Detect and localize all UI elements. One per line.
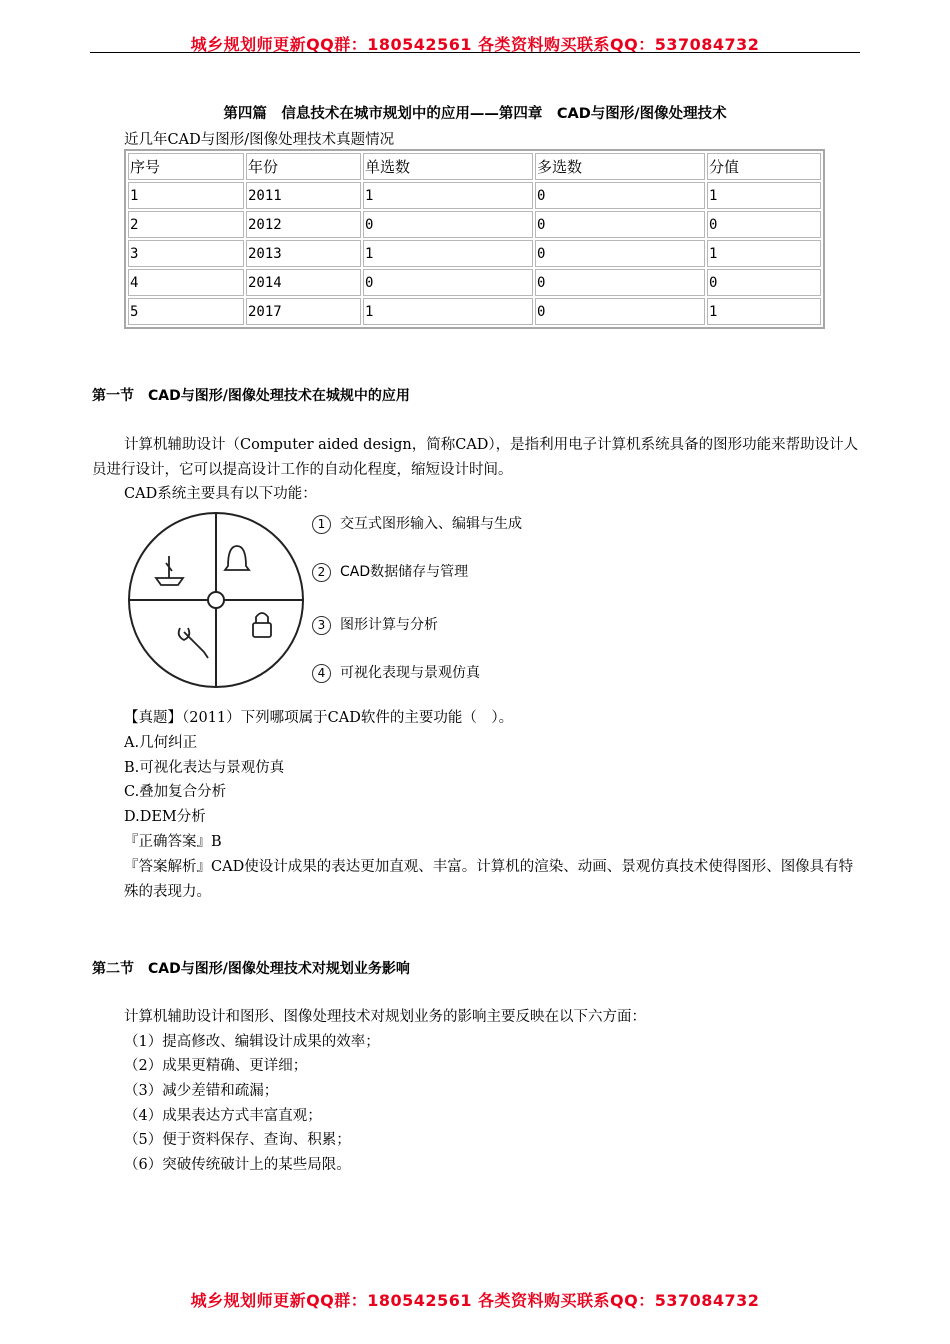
option-a: A.几何纠正 bbox=[124, 735, 198, 751]
list-item: （6）突破传统破计上的某些局限。 bbox=[124, 1157, 351, 1173]
header-cell: 单选数 bbox=[363, 153, 533, 180]
pinwheel-blade-left bbox=[129, 513, 216, 600]
list-item: （1）提高修改、编辑设计成果的效率； bbox=[124, 1034, 380, 1050]
exam-question: 【真题】（2011）下列哪项属于CAD软件的主要功能（ ）。 bbox=[124, 710, 514, 726]
list-item: （3）减少差错和疏漏； bbox=[124, 1083, 279, 1099]
option-d: D.DEM分析 bbox=[124, 809, 206, 825]
table-row bbox=[128, 269, 821, 296]
table-cell: 2012 bbox=[246, 211, 361, 238]
feature-label: 图形计算与分析 bbox=[340, 617, 438, 633]
table-cell: 1 bbox=[363, 182, 533, 209]
number-badge: 1 bbox=[312, 515, 331, 534]
option-b: B.可视化表达与景观仿真 bbox=[124, 760, 285, 776]
table-cell: 4 bbox=[128, 269, 244, 296]
table-cell: 0 bbox=[535, 240, 705, 267]
number-badge: 3 bbox=[312, 616, 331, 635]
table-row bbox=[128, 182, 821, 209]
feature-item-2 bbox=[312, 561, 468, 582]
table-cell: 2013 bbox=[246, 240, 361, 267]
table-cell: 0 bbox=[535, 298, 705, 325]
table-header-row bbox=[128, 153, 821, 180]
section1-heading: 第一节 CAD与图形/图像处理技术在城规中的应用 bbox=[92, 388, 410, 404]
section2-heading: 第二节 CAD与图形/图像处理技术对规划业务影响 bbox=[92, 961, 410, 977]
page-title: 第四篇 信息技术在城市规划中的应用——第四章 CAD与图形/图像处理技术 bbox=[223, 106, 727, 122]
table-cell: 1 bbox=[363, 240, 533, 267]
feature-item-4 bbox=[312, 662, 480, 683]
feature-item-3 bbox=[312, 614, 438, 635]
list-item: （5）便于资料保存、查询、积累； bbox=[124, 1132, 351, 1148]
table-cell: 3 bbox=[128, 240, 244, 267]
section2-intro: 计算机辅助设计和图形、图像处理技术对规划业务的影响主要反映在以下六方面： bbox=[124, 1009, 646, 1025]
features-intro: CAD系统主要具有以下功能： bbox=[124, 486, 317, 502]
table-cell: 2017 bbox=[246, 298, 361, 325]
table-cell: 1 bbox=[707, 240, 821, 267]
header-cell: 多选数 bbox=[535, 153, 705, 180]
exam-stats-table bbox=[124, 149, 825, 329]
table-cell: 2 bbox=[128, 211, 244, 238]
section1-paragraph: 计算机辅助设计（Computer aided design，简称CAD），是指利用电子计算机系统具备的图形功能来帮助设计人员进行设计，它可以提高设计工作的自动化程度，缩短设计时间。 bbox=[92, 437, 859, 478]
table-row bbox=[128, 240, 821, 267]
table-cell: 0 bbox=[363, 269, 533, 296]
feature-label: 交互式图形输入、编辑与生成 bbox=[340, 516, 522, 532]
feature-label: CAD数据储存与管理 bbox=[340, 564, 469, 580]
answer-analysis: 『答案解析』CAD使设计成果的表达更加直观、丰富。计算机的渲染、动画、景观仿真技术使得图形、图像具有特殊的表现力。 bbox=[124, 859, 854, 900]
pinwheel-hub bbox=[208, 592, 224, 608]
number-badge: 4 bbox=[312, 664, 331, 683]
table-cell: 0 bbox=[363, 211, 533, 238]
table-cell: 0 bbox=[707, 269, 821, 296]
footer-banner: 城乡规划师更新QQ群：180542561 各类资料购买联系QQ：537084732 bbox=[190, 1291, 760, 1310]
feature-item-1 bbox=[312, 513, 522, 534]
table-cell: 2014 bbox=[246, 269, 361, 296]
header-cell: 年份 bbox=[246, 153, 361, 180]
header-banner: 城乡规划师更新QQ群：180542561 各类资料购买联系QQ：537084732 bbox=[190, 35, 760, 54]
feature-label: 可视化表现与景观仿真 bbox=[340, 665, 480, 681]
table-caption: 近几年CAD与图形/图像处理技术真题情况 bbox=[124, 132, 395, 148]
table-cell: 0 bbox=[535, 182, 705, 209]
table-cell: 1 bbox=[363, 298, 533, 325]
table-cell: 1 bbox=[128, 182, 244, 209]
cad-functions-pinwheel-figure bbox=[120, 508, 310, 692]
table-cell: 0 bbox=[535, 269, 705, 296]
table-row bbox=[128, 298, 821, 325]
table-cell: 5 bbox=[128, 298, 244, 325]
number-badge: 2 bbox=[312, 563, 331, 582]
table-row bbox=[128, 211, 821, 238]
option-c: C.叠加复合分析 bbox=[124, 784, 227, 800]
table-cell: 1 bbox=[707, 182, 821, 209]
table-cell: 1 bbox=[707, 298, 821, 325]
table-cell: 2011 bbox=[246, 182, 361, 209]
list-item: （2）成果更精确、更详细； bbox=[124, 1058, 308, 1074]
list-item: （4）成果表达方式丰富直观； bbox=[124, 1108, 322, 1124]
table-cell: 0 bbox=[535, 211, 705, 238]
pinwheel-blade-bottom bbox=[129, 600, 216, 687]
table-cell: 0 bbox=[707, 211, 821, 238]
header-cell: 序号 bbox=[128, 153, 244, 180]
correct-answer: 『正确答案』B bbox=[124, 834, 222, 850]
header-cell: 分值 bbox=[707, 153, 821, 180]
header-rule bbox=[90, 52, 860, 53]
